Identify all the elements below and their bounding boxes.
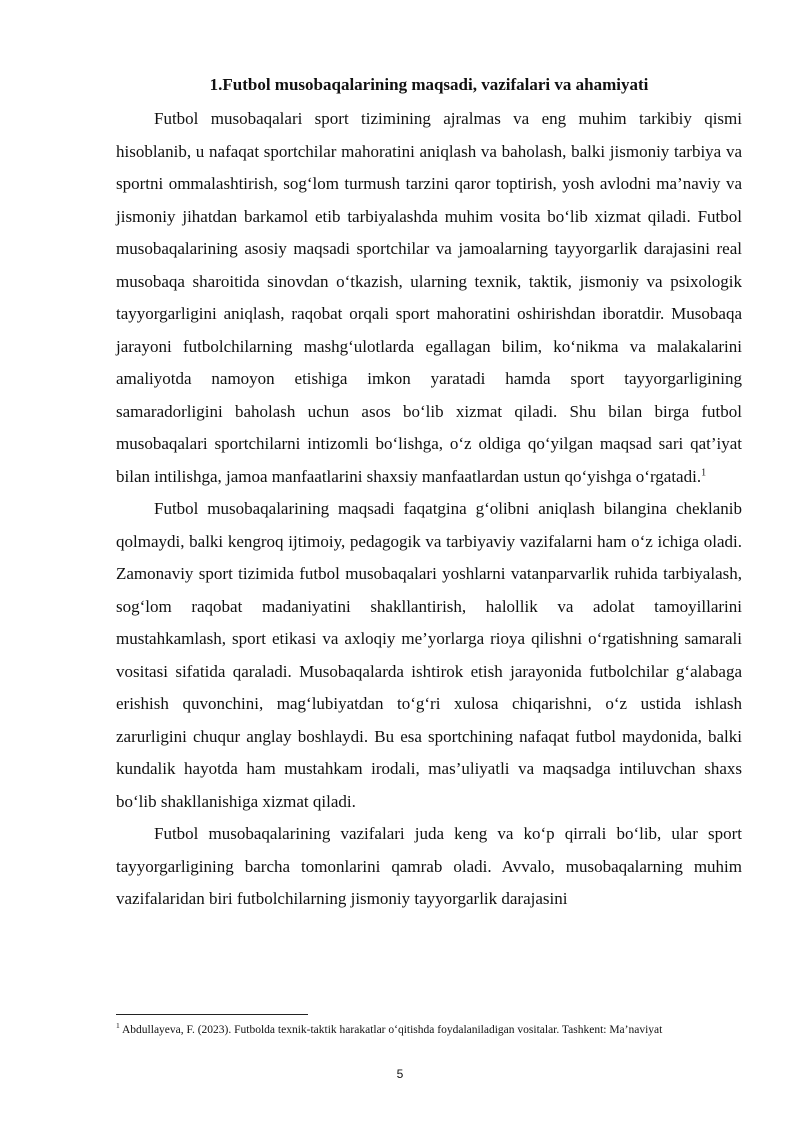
footnote (116, 1022, 742, 1038)
page-number: 5 (396, 1067, 404, 1081)
section-heading: 1.Futbol musobaqalarining maqsadi, vazifalari va ahamiyati (209, 75, 649, 94)
paragraph-3: Futbol musobaqalarining vazifalari juda keng va ko‘p qirrali bo‘lib, ular sport tayyorgarligining barcha tomonlarini qamrab oladi. Avvalo, musobaqalarning muhim vazifalaridan biri futbolchilarning jismoniy tayyorgarlik darajasini (116, 824, 742, 908)
paragraph-2: Futbol musobaqalarining maqsadi faqatgina g‘olibni aniqlash bilangina cheklanib qolmaydi, balki kengroq ijtimoiy, pedagogik va tarbiyaviy vazifalarni ham o‘z ichiga oladi. Zamonaviy sport tizimida futbol musobaqalari yoshlarni vatanparvarlik ruhida tarbiyalash, sog‘lom raqobat madaniyatini shakllantirish, halollik va adolat tamoyillarini mustahkamlash, sport etikasi va axloqiy me’yorlarga rioya qilishni o‘rgatishning samarali vositasi sifatida qaraladi. Musobaqalarda ishtirok etish jarayonida futbolchilar g‘alabaga erishish quvonchini, mag‘lubiyatdan to‘g‘ri xulosa chiqarishni, o‘z ustida ishlash zarurligini chuqur anglay boshlaydi. Bu esa sportchining nafaqat futbol maydonida, balki kundalik hayotda ham mustahkam irodali, mas’uliyatli va maqsadga intiluvchan shaxs bo‘lib shakllanishiga xizmat qiladi. (116, 499, 742, 811)
footnote-reference: 1 (701, 466, 707, 478)
paragraph-1 (116, 103, 742, 493)
body-text (116, 103, 742, 916)
footnote-separator (116, 1014, 308, 1015)
footnote-text: Abdullayeva, F. (2023). Futbolda texnik-taktik harakatlar o‘qitishda foydalaniladigan vositalar. Tashkent: Ma’naviyat (122, 1024, 663, 1036)
paragraph-1-text: Futbol musobaqalari sport tizimining ajralmas va eng muhim tarkibiy qismi hisoblanib, u nafaqat sportchilar mahoratini aniqlash va baholash, balki jismoniy tarbiya va sportni ommalashtirish, sog‘lom turmush tarzini qaror toptirish, yosh avlodni ma’naviy va jismoniy jihatdan barkamol etib tarbiyalashda muhim vosita bo‘lib xizmat qiladi. Futbol musobaqalarining asosiy maqsadi sportchilar va jamoalarning tayyorgarlik darajasini real musobaqa sharoitida sinovdan o‘tkazish, ularning texnik, taktik, jismoniy va psixologik tayyorgarligini aniqlash, raqobat orqali sport mahoratini oshirishdan iboratdir. Musobaqa jarayoni futbolchilarning mashg‘ulotlarda egallagan bilim, ko‘nikma va malakalarini amaliyotda namoyon etishiga imkon yaratadi hamda sport tayyorgarligining samaradorligini baholash uchun asos bo‘lib xizmat qiladi. Shu bilan birga futbol musobaqalari sportchilarni intizomli bo‘lishga, o‘z oldiga qo‘yilgan maqsad sari qat’iyat bilan intilishga, jamoa manfaatlarini shaxsiy manfaatlardan ustun qo‘yishga o‘rgatadi. (116, 109, 742, 486)
footnote-mark: 1 (116, 1021, 120, 1031)
